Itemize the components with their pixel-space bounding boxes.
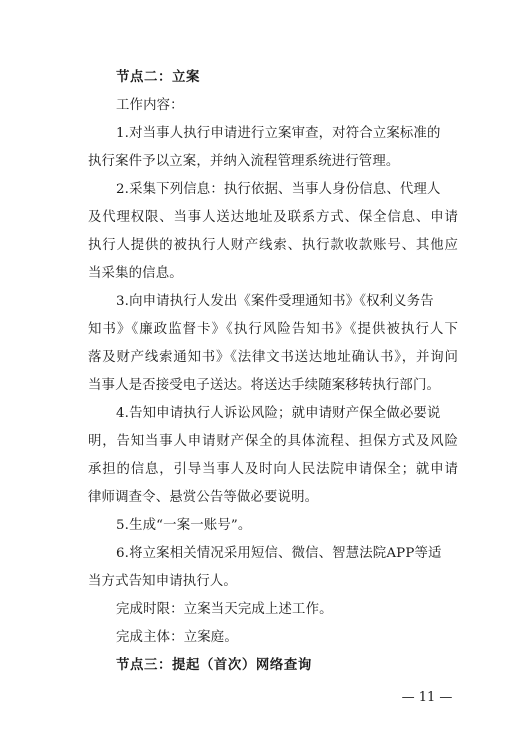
paragraph-line: 承担的信息，引导当事人及时向人民法院申请保全；就申请 [88,462,458,477]
paragraph-line: 执行人提供的被执行人财产线索、执行款收款账号、其他应 [88,238,458,253]
paragraph-line: 当采集的信息。 [88,266,183,281]
paragraph-line: 律师调查令、悬赏公告等做必要说明。 [88,490,319,505]
section-heading-node-3: 节点三：提起（首次）网络查询 [116,658,312,673]
completion-time-limit: 完成时限：立案当天完成上述工作。 [116,602,333,617]
paragraph-line: 知书》《廉政监督卡》《执行风险告知书》《提供被执行人下 [88,322,458,337]
paragraph-line: 1.对当事人执行申请进行立案审查，对符合立案标准的 [116,126,441,141]
paragraph-line: 明，告知当事人申请财产保全的具体流程、担保方式及风险 [88,434,458,449]
paragraph-line: 2.采集下列信息：执行依据、当事人身份信息、代理人 [116,182,441,197]
work-content-label: 工作内容： [116,98,184,113]
paragraph-line: 当方式告知申请执行人。 [88,574,237,589]
paragraph-line: 5.生成“一案一账号”。 [116,518,252,533]
document-body [88,64,458,680]
paragraph-line: 落及财产线索通知书》《法律文书送达地址确认书》，并询问 [88,350,458,365]
paragraph-line: 当事人是否接受电子送达。将送达手续随案移转执行部门。 [88,378,441,393]
page-number: — 11 — [401,690,453,705]
paragraph-line: 执行案件予以立案，并纳入流程管理系统进行管理。 [88,154,400,169]
completion-responsible-party: 完成主体：立案庭。 [116,630,238,645]
section-heading-node-2: 节点二：立案 [116,70,200,85]
paragraph-line: 6.将立案相关情况采用短信、微信、智慧法院APP等适 [116,546,442,561]
paragraph-line: 4.告知申请执行人诉讼风险；就申请财产保全做必要说 [116,406,441,421]
paragraph-line: 3.向申请执行人发出《案件受理通知书》《权利义务告 [116,294,434,309]
paragraph-line: 及代理权限、当事人送达地址及联系方式、保全信息、申请 [88,210,458,225]
